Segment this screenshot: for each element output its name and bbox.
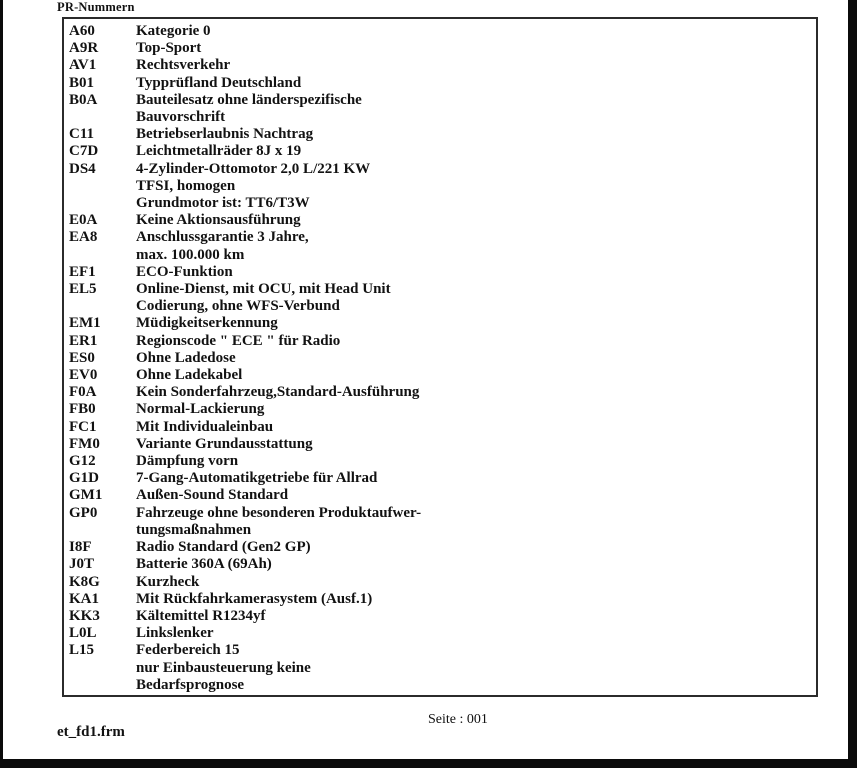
pr-description-line: Kurzheck: [136, 573, 200, 590]
pr-description-line: Grundmotor ist: TT6/T3W: [136, 195, 310, 212]
pr-entry-row: [69, 264, 808, 281]
pr-code: EL5: [69, 281, 97, 298]
pr-code: C7D: [69, 143, 99, 160]
pr-description-line: Regionscode " ECE " für Radio: [136, 332, 341, 349]
pr-entry-row: [69, 556, 808, 573]
pr-description: [136, 92, 808, 126]
pr-description: [136, 161, 808, 213]
pr-description: [136, 539, 808, 556]
pr-code: F0A: [69, 384, 97, 401]
pr-code: KA1: [69, 590, 99, 607]
form-name: et_fd1.frm: [57, 724, 125, 740]
pr-description-line: Ohne Ladedose: [136, 349, 236, 366]
pr-entry-row: [69, 143, 808, 160]
pr-entry-row: [69, 419, 808, 436]
pr-description-line: Typprüfland Deutschland: [136, 74, 302, 91]
pr-description-line: Mit Rückfahrkamerasystem (Ausf.1): [136, 590, 373, 607]
pr-code: EV0: [69, 367, 98, 384]
pr-description: [136, 57, 808, 74]
pr-description: [136, 333, 808, 350]
pr-code: FB0: [69, 401, 96, 418]
pr-description-line: Kältemittel R1234yf: [136, 607, 266, 624]
scan-edge-bottom: [0, 759, 857, 768]
pr-description-line: Federbereich 15: [136, 642, 240, 659]
pr-code: I8F: [69, 539, 92, 556]
pr-entry-row: [69, 367, 808, 384]
pr-entry-row: [69, 92, 808, 126]
pr-entry-row: [69, 23, 808, 40]
pr-code: G12: [69, 453, 96, 470]
pr-description-line: 7-Gang-Automatikgetriebe für Allrad: [136, 470, 378, 487]
pr-entry-row: [69, 229, 808, 263]
pr-entry-row: [69, 625, 808, 642]
pr-code: ES0: [69, 349, 95, 366]
pr-description: [136, 23, 808, 40]
scan-edge-left: [0, 0, 3, 768]
pr-code: K8G: [69, 573, 100, 590]
pr-code: B01: [69, 74, 95, 91]
pr-entry-row: [69, 333, 808, 350]
pr-description: [136, 574, 808, 591]
pr-description: [136, 453, 808, 470]
pr-description: [136, 556, 808, 573]
pr-description: [136, 315, 808, 332]
pr-description-line: Außen-Sound Standard: [136, 487, 289, 504]
pr-description: [136, 281, 808, 315]
pr-entries-list: [69, 23, 808, 694]
pr-description-line: tungsmaßnahmen: [136, 521, 252, 538]
pr-code: GP0: [69, 504, 98, 521]
pr-description-line: max. 100.000 km: [136, 246, 245, 263]
pr-description-line: Dämpfung vorn: [136, 453, 239, 470]
pr-code: GM1: [69, 487, 103, 504]
pr-entry-row: [69, 40, 808, 57]
pr-entry-row: [69, 281, 808, 315]
pr-description-line: ECO-Funktion: [136, 263, 233, 280]
pr-entry-row: [69, 384, 808, 401]
pr-entry-row: [69, 212, 808, 229]
pr-description-line: Fahrzeuge ohne besonderen Produktaufwer-: [136, 504, 422, 521]
pr-entry-row: [69, 591, 808, 608]
pr-description: [136, 75, 808, 92]
pr-description: [136, 40, 808, 57]
pr-description-line: Kein Sonderfahrzeug,Standard-Ausführung: [136, 384, 420, 401]
pr-entry-row: [69, 126, 808, 143]
pr-entry-row: [69, 350, 808, 367]
pr-entry-row: [69, 57, 808, 74]
pr-code: L15: [69, 642, 95, 659]
pr-description-line: TFSI, homogen: [136, 177, 236, 194]
pr-code: A9R: [69, 40, 99, 57]
pr-code: EF1: [69, 263, 96, 280]
pr-entry-row: [69, 642, 808, 694]
pr-description-line: Linkslenker: [136, 625, 214, 642]
pr-description: [136, 591, 808, 608]
pr-code: FC1: [69, 418, 97, 435]
pr-code: AV1: [69, 57, 97, 74]
pr-code: G1D: [69, 470, 99, 487]
pr-description-line: Ohne Ladekabel: [136, 367, 243, 384]
pr-description-line: Betriebserlaubnis Nachtrag: [136, 126, 314, 143]
pr-description-line: Keine Aktionsausführung: [136, 212, 301, 229]
pr-description: [136, 384, 808, 401]
pr-entry-row: [69, 401, 808, 418]
pr-description-line: Online-Dienst, mit OCU, mit Head Unit: [136, 281, 391, 298]
pr-entry-row: [69, 505, 808, 539]
pr-code: FM0: [69, 435, 100, 452]
pr-description-line: Batterie 360A (69Ah): [136, 556, 272, 573]
pr-entry-row: [69, 315, 808, 332]
pr-description: [136, 264, 808, 281]
pr-description: [136, 126, 808, 143]
pr-description: [136, 367, 808, 384]
pr-entry-row: [69, 608, 808, 625]
pr-description-line: Müdigkeitserkennung: [136, 315, 278, 332]
pr-entry-row: [69, 453, 808, 470]
pr-description: [136, 505, 808, 539]
pr-description-line: Rechtsverkehr: [136, 57, 231, 74]
pr-description: [136, 212, 808, 229]
pr-description-line: Top-Sport: [136, 40, 202, 57]
pr-entry-row: [69, 75, 808, 92]
pr-entry-row: [69, 539, 808, 556]
pr-description: [136, 487, 808, 504]
pr-code: ER1: [69, 332, 98, 349]
page-number: Seite : 001: [428, 712, 488, 727]
pr-description: [136, 436, 808, 453]
pr-description-line: nur Einbausteuerung keine: [136, 659, 311, 676]
pr-description-line: 4-Zylinder-Ottomotor 2,0 L/221 KW: [136, 160, 371, 177]
pr-code: EM1: [69, 315, 101, 332]
pr-entry-row: [69, 161, 808, 213]
pr-description-line: Codierung, ohne WFS-Verbund: [136, 298, 340, 315]
pr-description-line: Normal-Lackierung: [136, 401, 265, 418]
pr-description-line: Mit Individualeinbau: [136, 418, 274, 435]
pr-code: L0L: [69, 625, 97, 642]
pr-code: DS4: [69, 160, 96, 177]
pr-description: [136, 608, 808, 625]
pr-description-line: Bauvorschrift: [136, 109, 226, 126]
pr-description: [136, 143, 808, 160]
pr-description: [136, 625, 808, 642]
pr-description-line: Bauteilesatz ohne länderspezifische: [136, 91, 362, 108]
scan-edge-right: [848, 0, 857, 768]
pr-code: C11: [69, 126, 95, 143]
pr-description: [136, 419, 808, 436]
pr-description-line: Anschlussgarantie 3 Jahre,: [136, 229, 309, 246]
pr-description: [136, 642, 808, 694]
pr-description-line: Radio Standard (Gen2 GP): [136, 539, 311, 556]
pr-code: EA8: [69, 229, 98, 246]
pr-code: J0T: [69, 556, 95, 573]
pr-entry-row: [69, 470, 808, 487]
pr-entry-row: [69, 487, 808, 504]
pr-description: [136, 350, 808, 367]
pr-code: KK3: [69, 607, 100, 624]
pr-description-line: Variante Grundausstattung: [136, 435, 313, 452]
page-title: PR-Nummern: [57, 0, 135, 14]
pr-code: A60: [69, 23, 95, 39]
pr-entry-row: [69, 436, 808, 453]
pr-description: [136, 229, 808, 263]
pr-description: [136, 401, 808, 418]
pr-description: [136, 470, 808, 487]
pr-code: E0A: [69, 212, 98, 229]
pr-description-line: Leichtmetallräder 8J x 19: [136, 143, 302, 160]
pr-numbers-box: [62, 17, 818, 697]
pr-description-line: Bedarfsprognose: [136, 676, 245, 693]
pr-description-line: Kategorie 0: [136, 23, 211, 39]
pr-entry-row: [69, 574, 808, 591]
pr-code: B0A: [69, 91, 98, 108]
